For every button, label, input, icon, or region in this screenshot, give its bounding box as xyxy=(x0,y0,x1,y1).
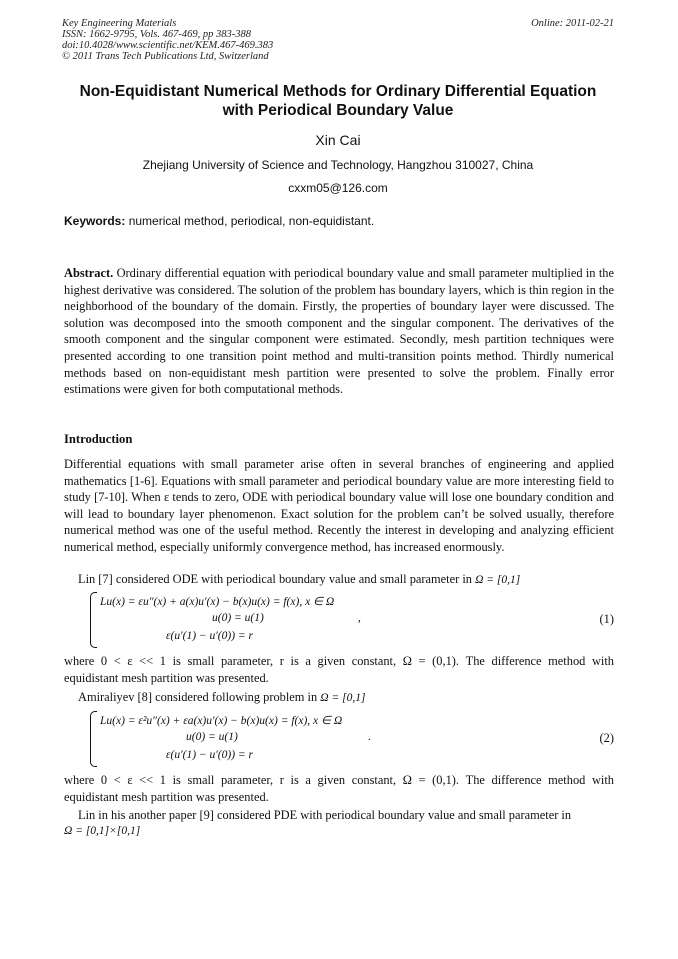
amiraliyev-text: Amiraliyev [8] considered following problem in xyxy=(78,690,318,704)
keywords-text: numerical method, periodical, non-equidistant. xyxy=(128,214,375,228)
equation-2 xyxy=(90,711,614,767)
copyright-line: © 2011 Trans Tech Publications Ltd, Switzerland xyxy=(62,51,269,62)
where-2-line-b: equidistant mesh partition was presented. xyxy=(64,790,269,804)
omega-domain-3: Ω = [0,1]×[0,1] xyxy=(64,825,141,837)
equation-2-comma: . xyxy=(368,731,371,743)
abstract-label: Abstract. xyxy=(64,266,114,280)
online-date: Online: 2011-02-21 xyxy=(531,18,614,29)
equation-2-line-1: Lu(x) = ε²u″(x) + εa(x)u′(x) − b(x)u(x) = f(x), x ∈ Ω xyxy=(100,715,343,727)
intro-paragraph-1 xyxy=(64,456,614,556)
equation-2-line-2: u(0) = u(1) xyxy=(186,731,238,743)
lin7-text: Lin [7] considered ODE with periodical boundary value and small parameter in xyxy=(78,572,472,586)
abstract xyxy=(64,265,614,398)
keywords xyxy=(64,214,616,228)
equation-1-number: (1) xyxy=(599,612,614,626)
abstract-text: Ordinary differential equation with periodical boundary value and small parameter multiplied in the highest derivative was considered. The solution of the problem has boundary layers, which is thin region in the neighborhood of the boundary of the domain. Firstly, the properties of boundary layer were discussed. The solution was decomposed into the smooth component and the singular component. The derivatives of the smooth component and the singular component were estimated. Secondly, mesh partition techniques were presented according to one transition point method and multi-transition points method. Thirdly numerical methods based on non-equidistant mesh partition were presented to solve the problem. Finally error estimations were given for both computational methods. xyxy=(64,266,614,397)
paper-title xyxy=(62,82,614,120)
omega-domain-1: Ω = [0,1] xyxy=(475,574,521,586)
title-line-2: with Periodical Boundary Value xyxy=(222,102,454,119)
equation-1-brace xyxy=(90,592,97,648)
equation-1-line-1: Lu(x) = εu″(x) + a(x)u′(x) − b(x)u(x) = f(x), x ∈ Ω xyxy=(100,596,335,608)
equation-2-line-3: ε(u′(1) − u′(0)) = r xyxy=(166,749,254,761)
where-2-line-a: where 0 < ε << 1 is small parameter, r is a given constant, Ω = (0,1). The difference method with xyxy=(64,773,614,787)
omega-domain-2: Ω = [0,1] xyxy=(320,692,366,704)
doi-line: doi:10.4028/www.scientific.net/KEM.467-469.383 xyxy=(62,40,274,51)
where-1-line-a: where 0 < ε << 1 is small parameter, r is a given constant, Ω = (0,1). The difference method with xyxy=(64,654,614,668)
title-line-1: Non-Equidistant Numerical Methods for Ordinary Differential Equation xyxy=(79,83,597,100)
amiraliyev-sentence xyxy=(64,690,628,705)
keywords-label: Keywords: xyxy=(64,214,126,228)
lin9-sentence: Lin in his another paper [9] considered PDE with periodical boundary value and small parameter in xyxy=(78,808,572,822)
affiliation: Zhejiang University of Science and Technology, Hangzhou 310027, China xyxy=(142,158,534,172)
equation-1-line-2: u(0) = u(1) xyxy=(212,612,264,624)
issn-line: ISSN: 1662-9795, Vols. 467-469, pp 383-388 xyxy=(62,29,251,40)
equation-1 xyxy=(90,592,614,648)
equation-1-line-3: ε(u′(1) − u′(0)) = r xyxy=(166,630,254,642)
author-name: Xin Cai xyxy=(315,132,361,148)
author-email: cxxm05@126.com xyxy=(288,181,388,195)
lin7-sentence xyxy=(64,572,628,587)
journal-header xyxy=(62,18,614,62)
intro-paragraph-text: Differential equations with small parameter arise often in several branches of engineering and applied mathematics [1-6]. Equations with small parameter and periodical boundary value are more interesting field to study [7-10]. When ε tends to zero, ODE with periodical boundary value will lose one boundary condition and will lead to boundary layer phenomenon. Exact solution for the problem can’t be solved usually, therefore numerical method was one of the useful method. Recently the interest in developing and analyzing efficient numerical method, especially uniformly convergence method, has increased enormously. xyxy=(64,457,614,554)
equation-2-brace xyxy=(90,711,97,767)
equation-1-comma: , xyxy=(358,612,361,624)
section-heading-introduction: Introduction xyxy=(64,432,133,446)
where-1-line-b: equidistant mesh partition was presented. xyxy=(64,671,269,685)
equation-2-number: (2) xyxy=(599,731,614,745)
journal-name: Key Engineering Materials xyxy=(62,18,177,29)
